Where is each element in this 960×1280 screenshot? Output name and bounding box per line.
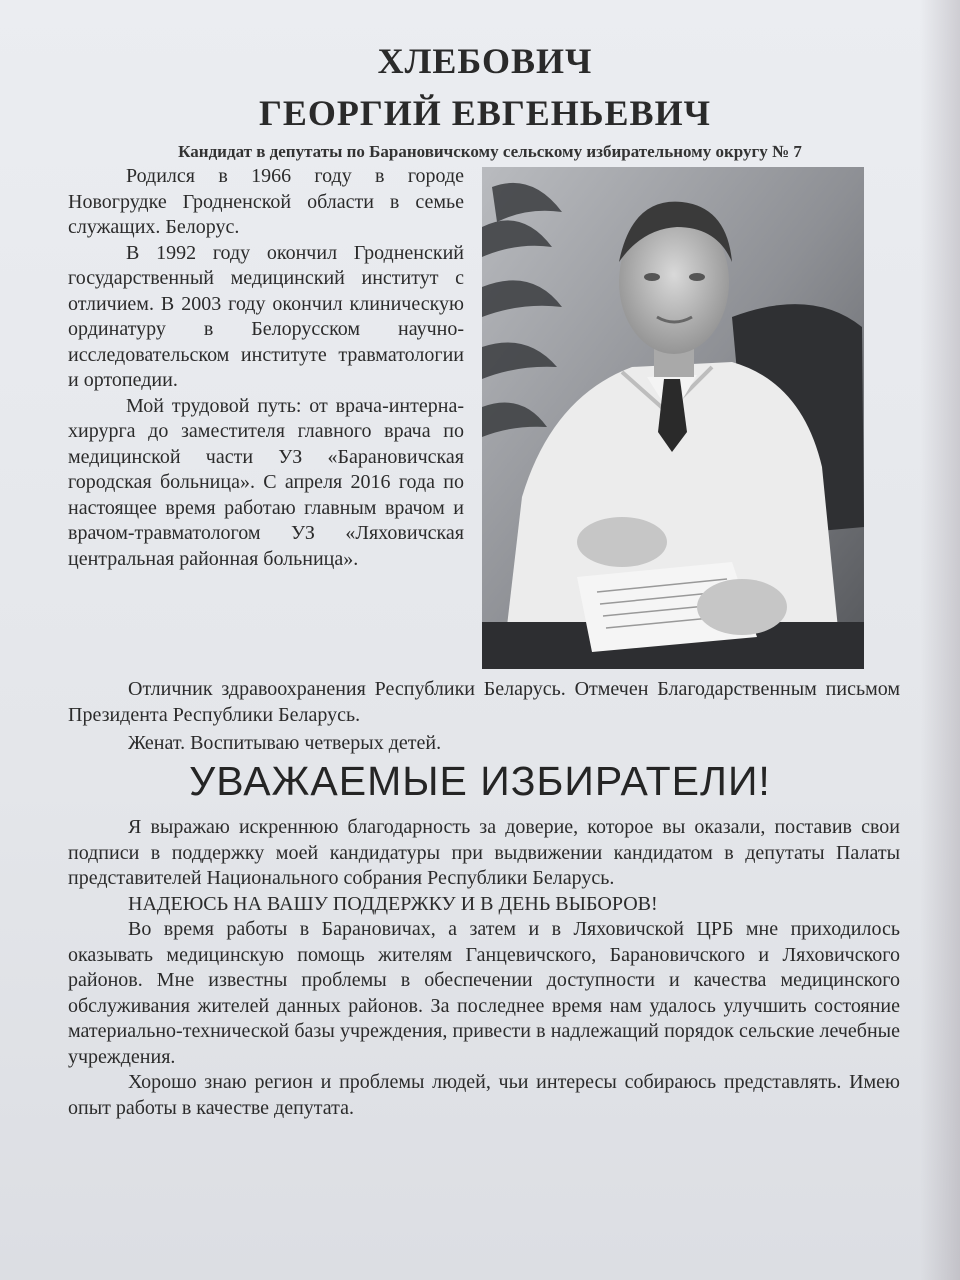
awards-text (68, 676, 900, 728)
family-paragraph: Женат. Воспитываю четверых детей. (128, 732, 442, 754)
appeal-gratitude: Я выражаю искреннюю благодарность за доверие, которое вы оказали, поставив свои подписи в поддержку моей кандидатуры при выдвижении кандидатом в депутаты Палаты представителей Национального собрания Республики Беларусь. (68, 816, 900, 889)
candidate-given-names: ГЕОРГИЙ ЕВГЕНЬЕВИЧ (258, 93, 711, 133)
bio-career: Мой трудовой путь: от врача-интерна-хирурга до заместителя главного врача по медицинской части УЗ «Барановичская городская больница». С апреля 2016 года по настоящее время работаю главным врачом и врачом-травматологом УЗ «Ляховичская центральная районная больница». (68, 394, 464, 570)
biography (68, 164, 464, 572)
candidate-photo (482, 167, 864, 669)
awards-paragraph: Отличник здравоохранения Республики Беларусь. Отмечен Благодарственным письмом Президента Республики Беларусь. (68, 678, 900, 726)
bio-education: В 1992 году окончил Гродненский государственный медицинский институт с отличием. В 2003 году окончил клиническую ординатуру в Белорусском научно-исследовательском институте травматологии и ортопедии. (68, 241, 464, 391)
candidate-subtitle: Кандидат в депутаты по Барановичскому сельскому избирательному округу № 7 (178, 142, 802, 161)
bio-birth: Родился в 1966 году в городе Новогрудке Гродненской области в семье служащих. Белорус. (68, 165, 464, 238)
family-text (68, 730, 900, 756)
candidate-surname: ХЛЕБОВИЧ (377, 41, 593, 81)
appeal-experience: Во время работы в Барановичах, а затем и в Ляховичской ЦРБ мне приходилось оказывать медицинскую помощь жителям Ганцевичского, Барановичского и Ляховичского районов. Мне известны проблемы в обеспечении доступности и качества медицинского обслуживания жителей данных районов. За последнее время нам удалось улучшить состояние материально-технической базы учреждения, привести в надлежащий порядок сельские лечебные учреждения. (68, 918, 900, 1068)
appeal-body (68, 815, 900, 1121)
appeal-title: УВАЖАЕМЫЕ ИЗБИРАТЕЛИ! (189, 758, 771, 804)
candidate-portrait-image (482, 167, 864, 669)
appeal-closing: Хорошо знаю регион и проблемы людей, чьи интересы собираюсь представлять. Имею опыт работы в качестве депутата. (68, 1071, 900, 1119)
appeal-support: НАДЕЮСЬ НА ВАШУ ПОДДЕРЖКУ И В ДЕНЬ ВЫБОРОВ! (128, 892, 658, 915)
